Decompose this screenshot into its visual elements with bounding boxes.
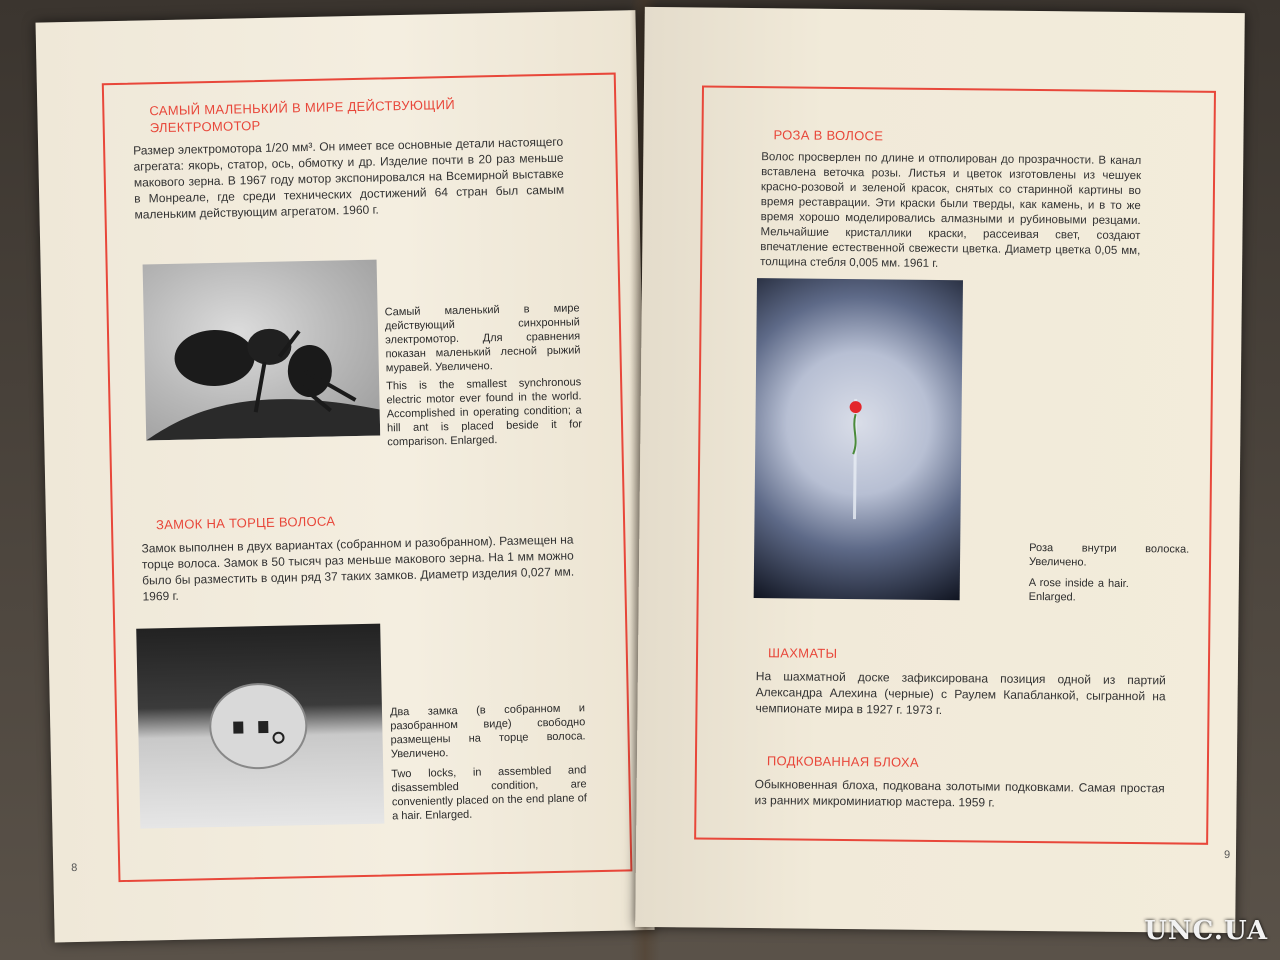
section-body-chess: На шахматной доске зафиксирована позиция одной из партий Александра Алехина (черные) с Раулем Капабланкой, сыгранной на чемпионате мира в 1927 г. 1973 г. [755, 669, 1166, 718]
caption-en-lock: Two locks, in assembled and disassembled condition, are conveniently placed on the end plane of a hair. Enlarged. [391, 764, 587, 823]
section-body-lock: Замок выполнен в двух вариантах (собранном и разобранном). Размещен на торце волоса. Замок в 50 тысяч раз меньше макового зерна. На 1 мм можно было бы разместить в один ряд 37 таких замков. Диаметр изделия 0,027 мм. 1969 г. [141, 532, 575, 604]
rose-photo [754, 278, 963, 600]
left-page [35, 10, 654, 942]
page-number-left: 8 [71, 861, 78, 875]
ant-icon [143, 260, 381, 441]
caption-ru-rose: Роза внутри волоска. Увеличено. [1028, 541, 1190, 569]
rose-icon [754, 278, 963, 600]
page-number-right: 9 [1223, 848, 1231, 862]
right-page [635, 7, 1245, 933]
section-title-flea: ПОДКОВАННАЯ БЛОХА [766, 753, 919, 770]
section-body-motor: Размер электромотора 1/20 мм³. Он имеет все основные детали настоящего агрегата: якорь, статор, ось, обмотку и др. Изделие почти в 20 раз меньше макового зерна. В 1967 году мотор экспонировался на Всемирной выставке в Монреале, где среди технических достижений 64 стран был самым маленьким действующим агрегатом. 1960 г. [133, 134, 565, 222]
caption-ru-motor: Самый маленький в мире действующий синхронный электромотор. Для сравнения показан маленький лесной рыжий муравей. Увеличено. [384, 302, 581, 375]
lock-photo [136, 624, 384, 829]
section-title-motor: САМЫЙ МАЛЕНЬКИЙ В МИРЕ ДЕЙСТВУЮЩИЙ ЭЛЕКТРОМОТОР [149, 96, 456, 136]
caption-en-motor: This is the smallest synchronous electric motor ever found in the world. Accomplished in operating condition; a hill ant is placed beside it for comparison. Enlarged. [386, 376, 583, 449]
section-title-rose: РОЗА В ВОЛОСЕ [773, 127, 884, 144]
section-body-flea: Обыкновенная блоха, подкована золотыми подковками. Самая простая из ранних микроминиатюр мастера. 1959 г. [754, 777, 1165, 810]
section-body-rose: Волос просверлен по длине и отполирован до прозрачности. В канал вставлена веточка розы. Листья и цветок изготовлены из чешуек красно-розовой и зеленой красок, снятых со старинной картины во время реставрации. Эти краски были тверды, как камень, и в то же время хорошо моделировались алмазными и рубиновыми резцами. Мельчайшие кристаллики краски, рассеивая свет, создают впечатление естественной свежести цветка. Диаметр цветка 0,05 мм, толщина стебля 0,005 мм. 1961 г. [760, 151, 1142, 270]
caption-ru-lock: Два замка (в собранном и разобранном виде) свободно размещены на торце волоса. Увеличено. [389, 702, 586, 761]
section-title-chess: ШАХМАТЫ [767, 645, 838, 661]
watermark-logo: UNC.UA [1144, 916, 1268, 946]
ant-motor-photo [143, 260, 381, 441]
section-title-lock: ЗАМОК НА ТОРЦЕ ВОЛОСА [155, 513, 336, 533]
lock-icon [136, 624, 384, 829]
caption-en-rose: A rose inside a hair. Enlarged. [1028, 576, 1129, 604]
